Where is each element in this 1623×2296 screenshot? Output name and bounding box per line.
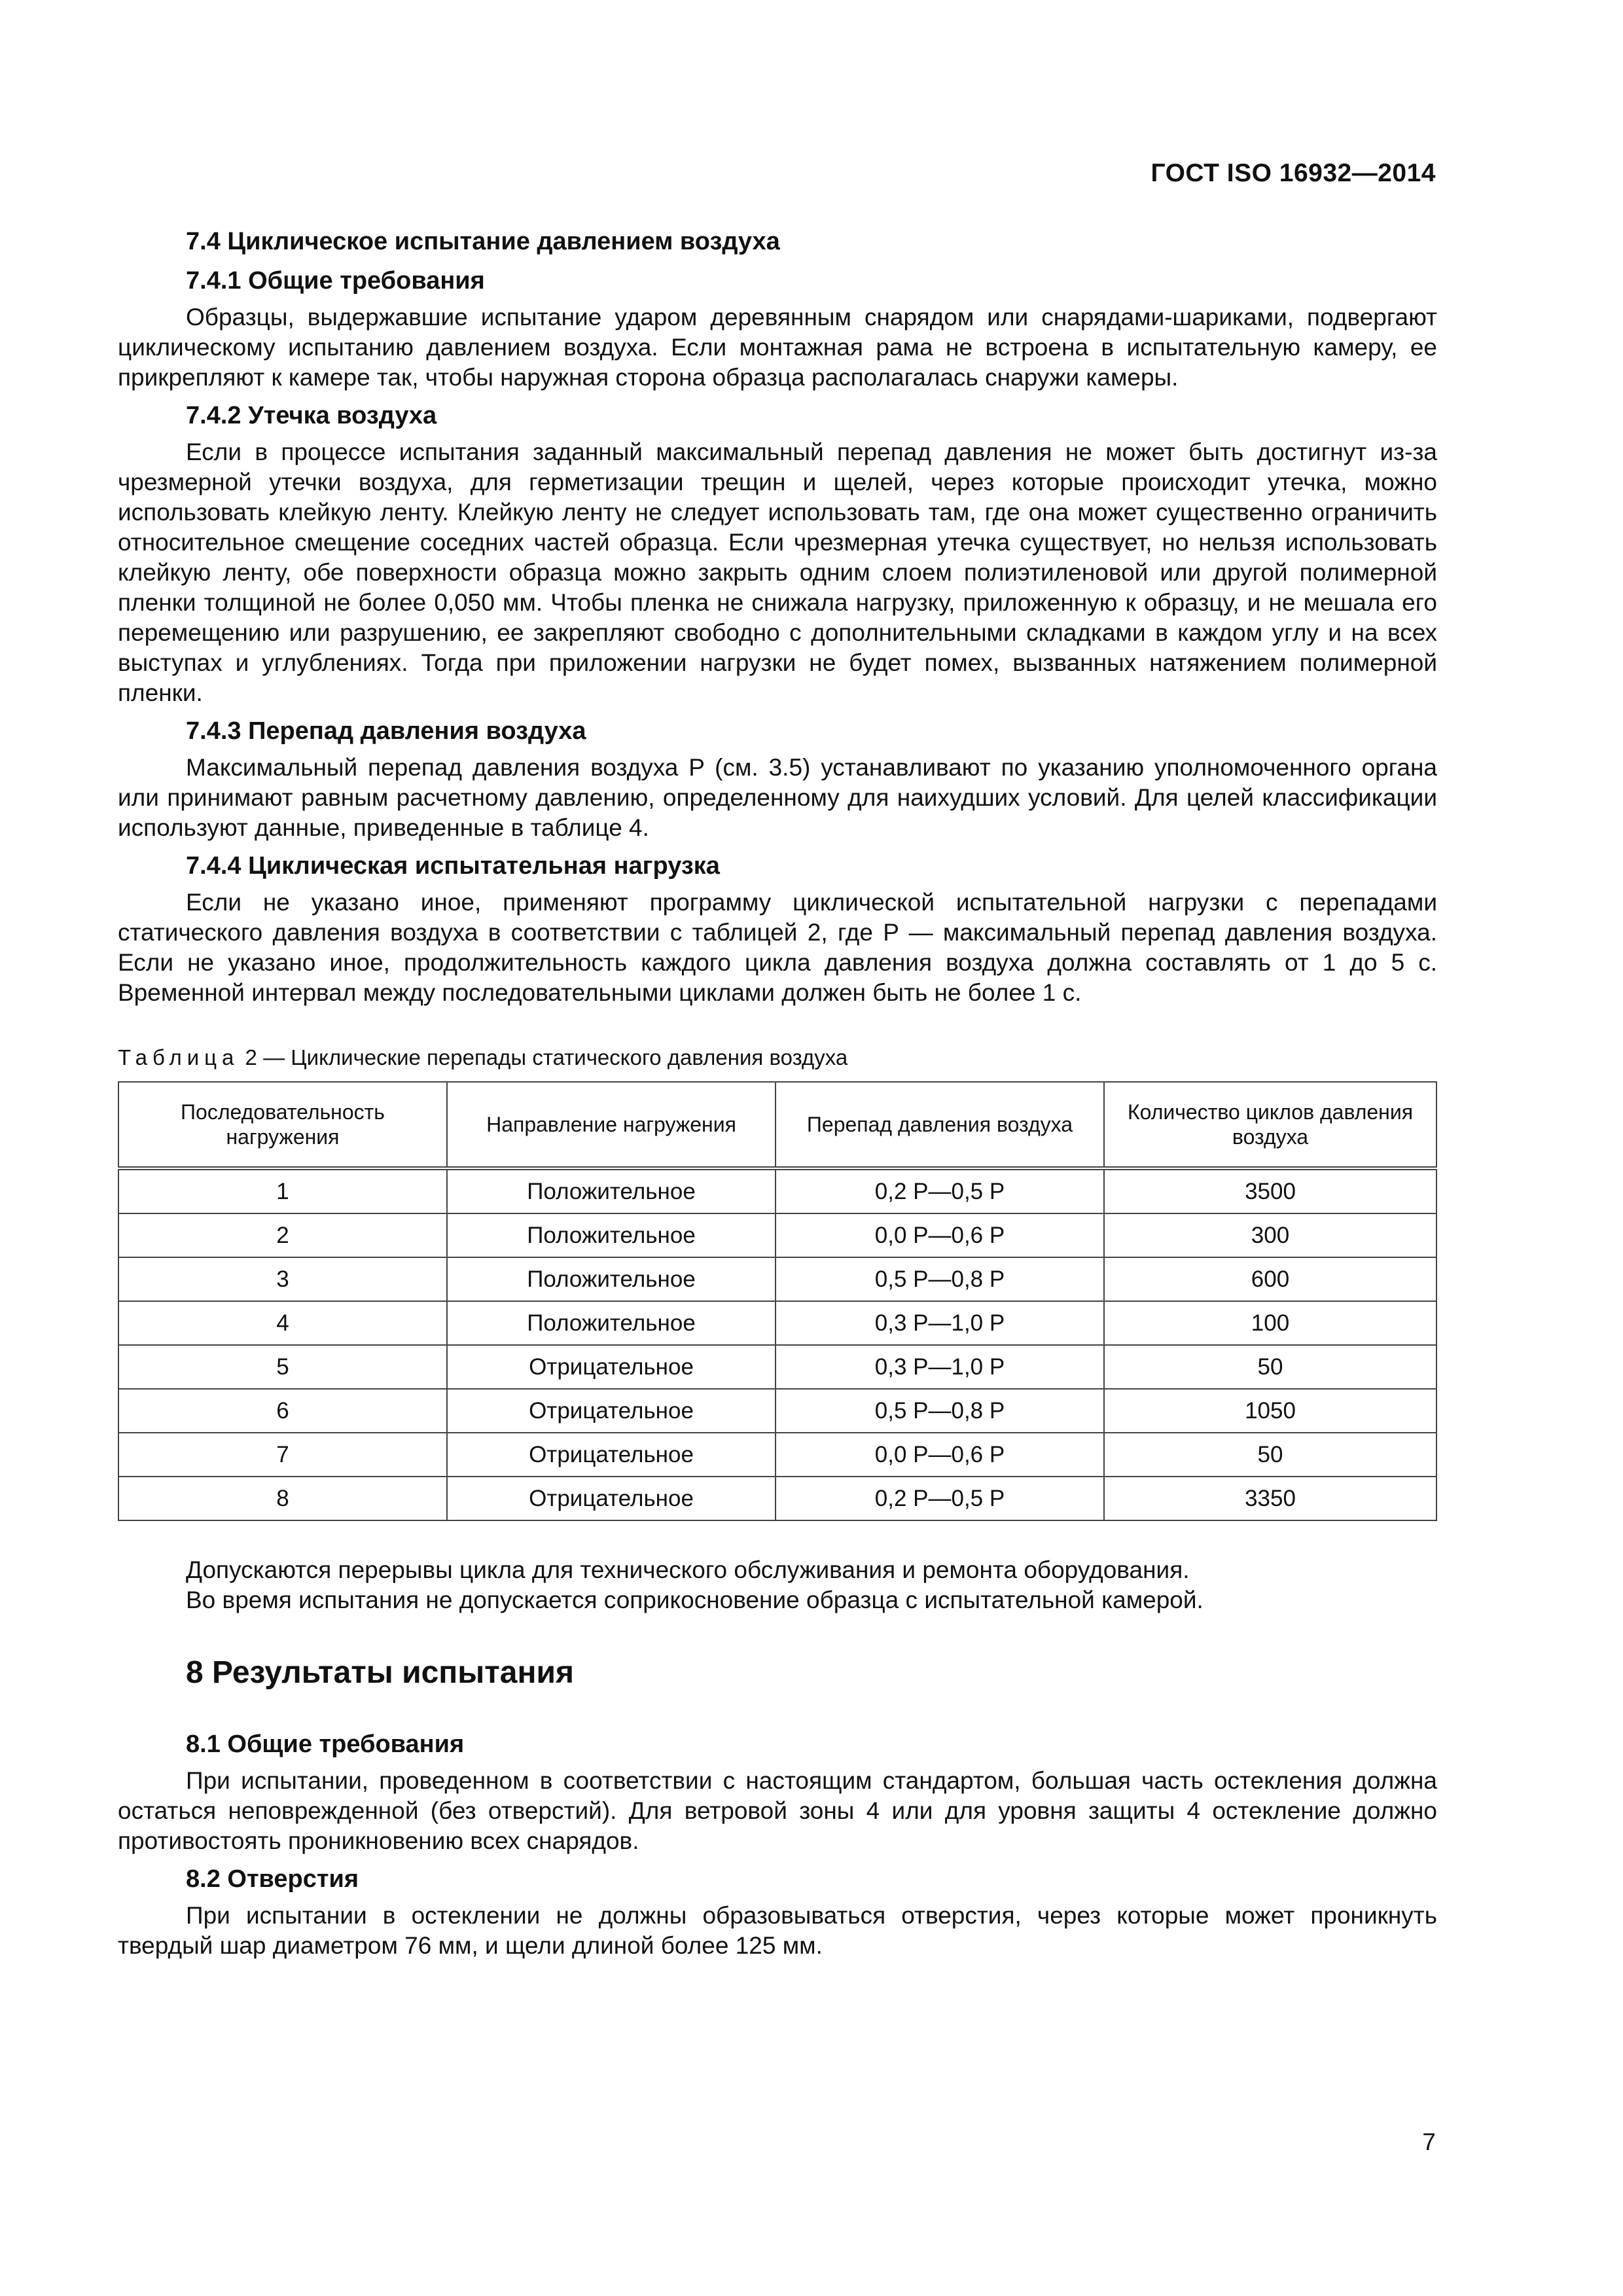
table-cell: Отрицательное [447, 1389, 776, 1433]
section-7-4-3-title: 7.4.3 Перепад давления воздуха [186, 717, 586, 745]
table-row [118, 1168, 1436, 1213]
section-7-4-1-title: 7.4.1 Общие требования [186, 267, 485, 295]
table-cell: 8 [118, 1477, 447, 1520]
table-cell: Положительное [447, 1301, 776, 1345]
table-cell: 2 [118, 1213, 447, 1257]
table-cell: 0,2 P—0,5 P [776, 1168, 1104, 1213]
section-8-1-title: 8.1 Общие требования [186, 1731, 465, 1758]
table-cell: 1 [118, 1168, 447, 1213]
table-caption-label: Таблица [118, 1045, 240, 1069]
table-cell: 6 [118, 1389, 447, 1433]
column-header-pressure: Перепад давления воздуха [776, 1082, 1104, 1168]
table-row [118, 1433, 1436, 1477]
page-number: 7 [1422, 2128, 1436, 2155]
table-cell: 0,3 P—1,0 P [776, 1345, 1104, 1389]
table-cell: Положительное [447, 1213, 776, 1257]
table-cell: 50 [1104, 1433, 1436, 1477]
table-cell: 1050 [1104, 1389, 1436, 1433]
cyclic-pressure-table [118, 1081, 1437, 1521]
table-cell: 3 [118, 1257, 447, 1301]
table-cell: 5 [118, 1345, 447, 1389]
table-header-row [118, 1082, 1436, 1168]
table-cell: 7 [118, 1433, 447, 1477]
note-maintenance: Допускаются перерывы цикла для технического обслуживания и ремонта оборудования. [186, 1556, 1190, 1583]
table-cell: 4 [118, 1301, 447, 1345]
table-cell: 3350 [1104, 1477, 1436, 1520]
note-contact: Во время испытания не допускается соприкосновение образца с испытательной камерой. [186, 1587, 1204, 1613]
table-row [118, 1345, 1436, 1389]
section-7-4-4-text: Если не указано иное, применяют программу циклической испытательной нагрузки с перепадами статического давления воздуха в соответствии с таблицей 2, где P — максимальный перепад давления воздуха. Если не указано иное, продолжительность каждого цикла давления воздуха должна составлять от 1 до 5 с. Временной интервал между последовательными циклами должен быть не более 1 с. [118, 889, 1437, 1006]
table-caption [118, 1045, 1437, 1071]
column-header-cycles: Количество циклов давления воздуха [1104, 1082, 1436, 1168]
table-row [118, 1477, 1436, 1520]
section-8-2-text: При испытании в остеклении не должны образовываться отверстия, через которые может проникнуть твердый шар диаметром 76 мм, и щели длиной более 125 мм. [118, 1902, 1437, 1959]
table-cell: 600 [1104, 1257, 1436, 1301]
table-row [118, 1301, 1436, 1345]
table-cell: Положительное [447, 1168, 776, 1213]
section-8-2-title: 8.2 Отверстия [186, 1865, 359, 1893]
table-cell: Отрицательное [447, 1433, 776, 1477]
table-cell: 0,2 P—0,5 P [776, 1477, 1104, 1520]
table-row [118, 1389, 1436, 1433]
table-cell: 0,3 P—1,0 P [776, 1301, 1104, 1345]
table-cell: 50 [1104, 1345, 1436, 1389]
section-7-4-4-title: 7.4.4 Циклическая испытательная нагрузка [186, 852, 720, 880]
table-cell: Отрицательное [447, 1345, 776, 1389]
document-header: ГОСТ ISO 16932—2014 [1150, 159, 1436, 187]
table-cell: 0,0 P—0,6 P [776, 1213, 1104, 1257]
table-cell: 300 [1104, 1213, 1436, 1257]
section-7-4-1-text: Образцы, выдержавшие испытание ударом деревянным снарядом или снарядами-шариками, подвергают циклическому испытанию давлением воздуха. Если монтажная рама не встроена в испытательную камеру, ее прикрепляют к камере так, чтобы наружная сторона образца располагалась снаружи камеры. [118, 304, 1437, 391]
table-cell: 3500 [1104, 1168, 1436, 1213]
table-cell: 100 [1104, 1301, 1436, 1345]
table-cell: Положительное [447, 1257, 776, 1301]
table-caption-text: 2 — Циклические перепады статического давления воздуха [239, 1045, 848, 1069]
table-cell: Отрицательное [447, 1477, 776, 1520]
section-7-4-3-text: Максимальный перепад давления воздуха P (см. 3.5) устанавливают по указанию уполномоченного органа или принимают равным расчетному давлению, определенному для наихудших условий. Для целей классификации используют данные, приведенные в таблице 4. [118, 754, 1437, 841]
section-7-4-2-text: Если в процессе испытания заданный максимальный перепад давления не может быть достигнут из-за чрезмерной утечки воздуха, для герметизации трещин и щелей, через которые происходит утечка, можно использовать клейкую ленту. Клейкую ленту не следует использовать там, где она может существенно ограничить относительное смещение соседних частей образца. Если чрезмерная утечка существует, но нельзя использовать клейкую ленту, обе поверхности образца можно закрыть одним слоем полиэтиленовой или другой полимерной пленки толщиной не более 0,050 мм. Чтобы пленка не снижала нагрузку, приложенную к образцу, и не мешала его перемещению или разрушению, ее закрепляют свободно с дополнительными складками в каждом углу и на всех выступах и углублениях. Тогда при приложении нагрузки не будет помех, вызванных натяжением полимерной пленки. [118, 439, 1437, 706]
section-7-4-title: 7.4 Циклическое испытание давлением воздуха [186, 228, 780, 255]
table-row [118, 1213, 1436, 1257]
table-cell: 0,5 P—0,8 P [776, 1257, 1104, 1301]
table-row [118, 1257, 1436, 1301]
table-cell: 0,0 P—0,6 P [776, 1433, 1104, 1477]
page-content [118, 226, 1437, 1961]
table-cell: 0,5 P—0,8 P [776, 1389, 1104, 1433]
after-table-notes [118, 1555, 1437, 1615]
section-8-title: 8 Результаты испытания [186, 1655, 574, 1690]
column-header-sequence: Последовательность нагружения [118, 1082, 447, 1168]
section-8-1-text: При испытании, проведенном в соответствии с настоящим стандартом, большая часть остекления должна остаться неповрежденной (без отверстий). Для ветровой зоны 4 или для уровня защиты 4 остекление должно противостоять проникновению всех снарядов. [118, 1767, 1437, 1854]
column-header-direction: Направление нагружения [447, 1082, 776, 1168]
section-7-4-2-title: 7.4.2 Утечка воздуха [186, 402, 437, 429]
